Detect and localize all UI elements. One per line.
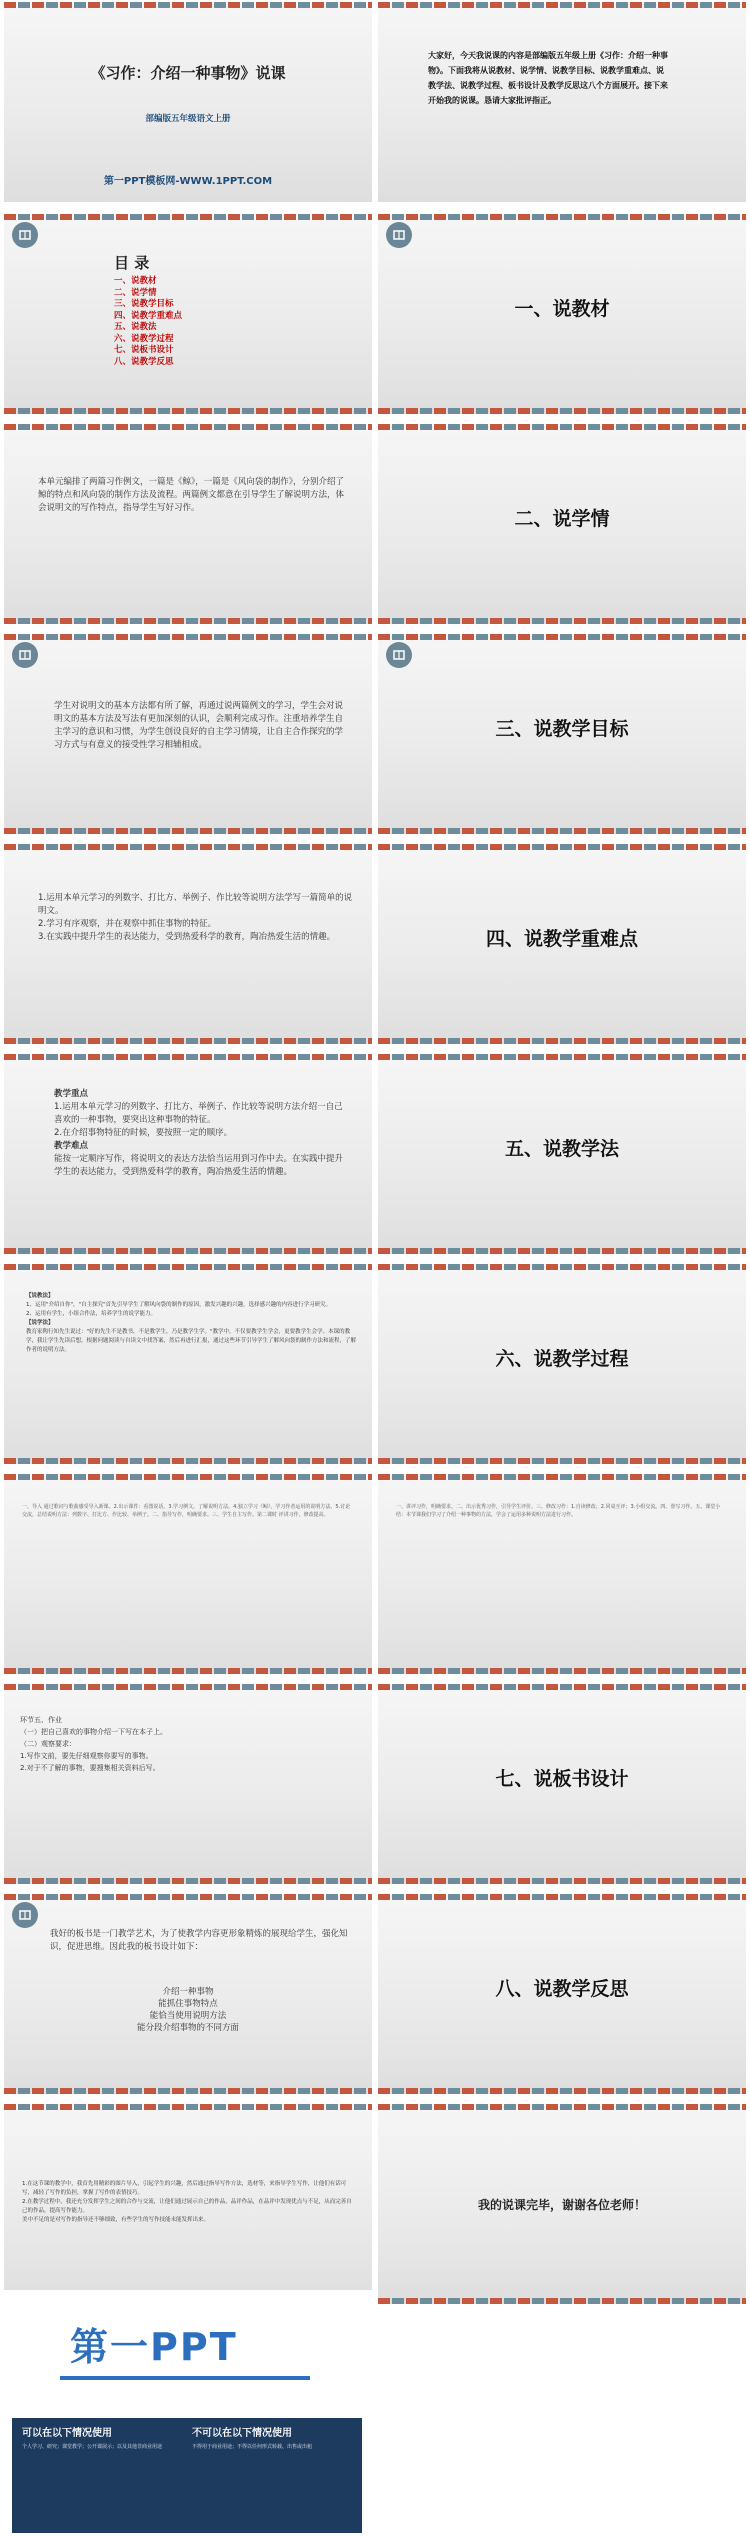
section-title: 八、说教学反思 — [495, 1978, 629, 2000]
toc-item[interactable]: 六、说教学过程 — [114, 333, 174, 344]
book-icon — [12, 642, 38, 668]
reflection-item: 1.在这节课的教学中，我首先用精彩的图片导入，引起学生的兴趣，然后通过指导写作方法，选材等，来指导学生写作，让他们有话可写，减轻了写作的负担，掌握了写作的表情技巧。 — [22, 2181, 347, 2196]
slide-section-5 — [378, 1054, 746, 1254]
toc-title: 目 录 — [114, 254, 150, 272]
toc-item[interactable]: 二、说学情 — [114, 287, 157, 298]
board-line: 能分段介绍事物的不同方面 — [136, 2023, 239, 2033]
board-intro: 我好的板书是一门教学艺术，为了使教学内容更形象精炼的展现给学生，强化知识，促进思维。因此我的板书设计如下： — [50, 1929, 348, 1952]
cover-site: 第一PPT模板网-WWW.1PPT.COM — [103, 176, 273, 187]
board-line: 介绍一种事物 — [162, 1987, 214, 1997]
goal-item: 3.在实践中提升学生的表达能力，受到热爱科学的教育，陶冶热爱生活的情趣。 — [38, 932, 336, 942]
slide-intro — [378, 2, 746, 202]
brand-logo[interactable]: 第一PPT — [70, 2325, 238, 2369]
board-line: 能抓住事物特点 — [158, 1999, 218, 2009]
cover-title: 《习作：介绍一种事物》说课 — [90, 64, 286, 82]
toc-item[interactable]: 一、说教材 — [114, 276, 157, 286]
cover-subtitle: 部编版五年级语文上册 — [145, 114, 231, 124]
slide-students — [4, 634, 372, 834]
slide-textbook — [4, 424, 372, 624]
section-title: 一、说教材 — [514, 298, 610, 320]
homework-item: （二）观察要求： — [20, 1740, 76, 1748]
method-text: 2、运用有学生，小组合作法，培养学生的说学能力。 — [26, 1311, 157, 1317]
keypoint-item: 2.在介绍事物特征的时候，要按照一定的顺序。 — [54, 1128, 233, 1138]
process-right-text: 一、讲评习作，明确要求。二、出示优秀习作，引导学生评价。三、修改习作：1.自读修改；2.同桌互评；3.小组交流。四、誊写习作。五、课堂小结：本节课我们学习了介绍一种事物的方法，学会了运用多种说明方法进行习作。 — [396, 1504, 721, 1518]
homework-item: 1.写作文前，要先仔细观察你要写的事物。 — [20, 1752, 153, 1760]
slide-reflection — [4, 2104, 372, 2304]
difficulty-head: 教学难点 — [54, 1141, 89, 1151]
section-title: 五、说教学法 — [504, 1138, 619, 1160]
reflection-item: 美中不足的是对写作的指导还不够细致，有些学生的写作技能未能发挥出来。 — [22, 2217, 210, 2223]
slide-goals — [4, 844, 372, 1044]
can-use-title: 可以在以下情况使用 — [22, 2428, 112, 2439]
homework-item: 2.对于不了解的事物，要搜集相关资料后写。 — [20, 1764, 160, 1772]
board-line: 能恰当使用说明方法 — [149, 2011, 227, 2021]
cannot-use-text: 不得用于商业用途；不得以任何形式转载、出售或出租 — [192, 2444, 313, 2450]
can-use-text: 个人学习、研究；课堂教学；公开课展示；以及其他非商业用途 — [22, 2444, 163, 2450]
section-title: 二、说学情 — [514, 508, 610, 530]
slide-homework — [4, 1684, 372, 1884]
goal-item: 2.学习有序观察，并在观察中抓住事物的特征。 — [38, 919, 217, 929]
slide-section-7 — [378, 1684, 746, 1884]
slide-method — [4, 1264, 372, 1464]
slide-section-4 — [378, 844, 746, 1044]
slide-process-right — [378, 1474, 746, 1674]
homework-item: （一）把自己喜欢的事物介绍一下写在本子上。 — [20, 1728, 167, 1736]
goals-list — [38, 892, 354, 944]
section-title: 三、说教学目标 — [495, 718, 629, 740]
goal-item: 1.运用本单元学习的列数字、打比方、举例子、作比较等说明方法学写一篇简单的说明文。 — [38, 893, 353, 916]
method-text: 教育家陶行知先生说过："好的先生不是教书，不是教学生，乃是教学生学。"教学中，不仅要教学生学会，更要教学生会学。本课的教学，我让学生先读后想，根据问题阅读与自读文中找答案，然后再进行汇报，通过这些环节引导学生了解风向袋的制作方法和流程，了解作者的说明方法。 — [26, 1329, 357, 1353]
method-head: 【说教法】 — [26, 1293, 54, 1299]
book-icon — [386, 222, 412, 248]
toc-item[interactable]: 五、说教法 — [114, 322, 157, 332]
homework-list — [20, 1714, 350, 1774]
slide-ending — [378, 2104, 746, 2304]
cannot-use-title: 不可以在以下情况使用 — [192, 2428, 292, 2439]
method-block — [26, 1292, 356, 1355]
toc-item[interactable]: 四、说教学重难点 — [114, 310, 183, 321]
slide-cover — [4, 2, 372, 202]
keypoint-item: 1.运用本单元学习的列数字、打比方、举例子、作比较等说明方法介绍一自己喜欢的一种事物，要突出这种事物的特征。 — [54, 1102, 343, 1125]
slide-keypoints — [4, 1054, 372, 1254]
process-left-text: 一、导入 通过歌词与歌曲感受导入新课。2.出示课件：看图说话。3.学习例文，了解说明方法。4.独立学习《鲸》，学习作者运用的说明方法。5.讨论交流，总结说明方法：列数字、打比方、作比较、举例子。二、指导写作，明确要求。三、学生自主写作。第二课时 评讲习作，修改提高。 — [22, 1504, 351, 1518]
keypoints-head: 教学重点 — [54, 1089, 89, 1099]
slide-board — [4, 1894, 372, 2094]
slide-process-left — [4, 1474, 372, 1674]
slide-toc — [4, 214, 372, 414]
toc-item[interactable]: 七、说板书设计 — [114, 345, 174, 355]
students-text: 学生对说明文的基本方法都有所了解，再通过说两篇例文的学习，学生会对说明文的基本方法及写法有更加深刻的认识，会顺利完成习作。注重培养学生自主学习的意识和习惯，为学生创设良好的自主学习情境，让自主合作探究的学习方式与有意义的接受性学习相辅相成。 — [54, 701, 344, 750]
book-icon — [12, 1902, 38, 1928]
reflection-item: 2.在教学过程中，我还充分发挥学生之间的合作与交流，让他们通过展示自己的作品，品评作品，在品评中发现优点与不足，从而完善自己的作品，提高写作能力。 — [22, 2199, 352, 2214]
section-title: 六、说教学过程 — [495, 1348, 629, 1370]
usage-panel — [12, 2418, 362, 2533]
book-icon — [12, 222, 38, 248]
homework-item: 环节五、作业 — [20, 1716, 62, 1724]
board-lines — [4, 1986, 372, 2034]
toc-item[interactable]: 八、说教学反思 — [114, 356, 174, 367]
slide-section-6 — [378, 1264, 746, 1464]
textbook-text: 本单元编排了两篇习作例文，一篇是《鲸》，一篇是《风向袋的制作》，分别介绍了鲸的特点和风向袋的制作方法及流程。两篇例文都意在引导学生了解说明方法，体会说明文的写作特点，指导学生写好习作。 — [38, 477, 345, 513]
slide-section-1 — [378, 214, 746, 414]
toc-item[interactable]: 三、说教学目标 — [114, 299, 174, 309]
book-icon — [386, 642, 412, 668]
section-title: 四、说教学重难点 — [485, 928, 638, 950]
section-title: 七、说板书设计 — [495, 1768, 629, 1790]
slide-section-3 — [378, 634, 746, 834]
footer-ad — [0, 2290, 375, 2537]
intro-text: 大家好，今天我说课的内容是部编版五年级上册《习作：介绍一种事物》。下面我将从说教材、说学情、说教学目标、说教学重难点、说教学法、说教学过程、板书设计及教学反思这八个方面展开。接下来开始我的说课。恳请大家批评指正。 — [428, 51, 668, 105]
reflection-block — [22, 2180, 352, 2225]
logo-underline — [60, 2376, 310, 2380]
difficulty-text: 能按一定顺序写作，将说明文的表达方法恰当运用到习作中去。在实践中提升学生的表达能力，受到热爱科学的教育，陶冶热爱生活的情趣。 — [54, 1154, 344, 1177]
ending-text: 我的说课完毕，谢谢各位老师！ — [477, 2198, 646, 2212]
method-head: 【说学法】 — [26, 1320, 54, 1326]
slide-section-8 — [378, 1894, 746, 2094]
method-text: 1、运用"介绍自你"，"自主探究"首先引导学生了解风向袋的制作的原因，激发兴趣的兴趣，选择感兴趣的内容进行学习研究。 — [26, 1302, 332, 1308]
slide-section-2 — [378, 424, 746, 624]
toc-list — [114, 276, 182, 368]
keypoints-block — [54, 1088, 344, 1179]
